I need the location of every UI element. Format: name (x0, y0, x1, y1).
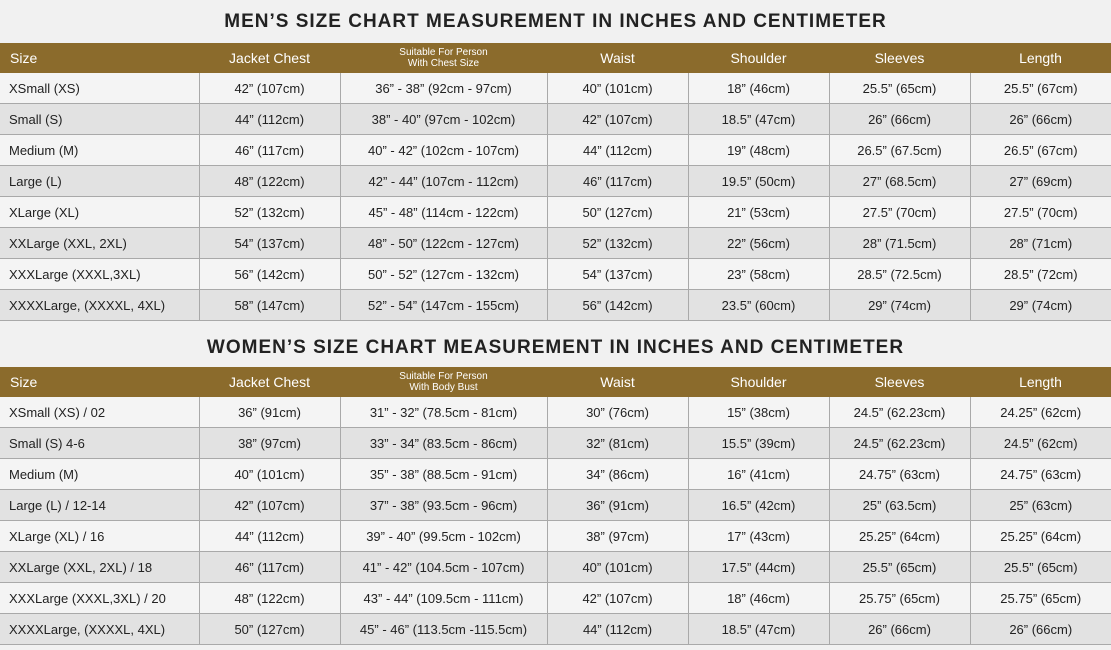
waist-cell: 40” (101cm) (547, 552, 688, 583)
waist-cell: 30” (76cm) (547, 397, 688, 428)
shoulder-cell: 16” (41cm) (688, 459, 829, 490)
jacket-chest-cell: 48” (122cm) (199, 166, 340, 197)
waist-cell: 46” (117cm) (547, 166, 688, 197)
waist-cell: 40” (101cm) (547, 73, 688, 104)
header-suitable-line2: With Body Bust (409, 382, 478, 393)
waist-cell: 36” (91cm) (547, 490, 688, 521)
sleeves-cell: 26.5” (67.5cm) (829, 135, 970, 166)
header-size: Size (0, 367, 199, 397)
suitable-size-cell: 52” - 54” (147cm - 155cm) (340, 290, 547, 321)
size-cell: XSmall (XS) (0, 73, 199, 104)
sleeves-cell: 24.75” (63cm) (829, 459, 970, 490)
sleeves-cell: 25.5” (65cm) (829, 73, 970, 104)
jacket-chest-cell: 40” (101cm) (199, 459, 340, 490)
sleeves-cell: 25.75” (65cm) (829, 583, 970, 614)
table-row (0, 521, 1111, 552)
header-size: Size (0, 43, 199, 73)
suitable-size-cell: 42” - 44” (107cm - 112cm) (340, 166, 547, 197)
header-length: Length (970, 367, 1111, 397)
sleeves-cell: 26” (66cm) (829, 614, 970, 645)
header-suitable-body-bust (340, 367, 547, 397)
jacket-chest-cell: 58” (147cm) (199, 290, 340, 321)
sleeves-cell: 27.5” (70cm) (829, 197, 970, 228)
shoulder-cell: 21” (53cm) (688, 197, 829, 228)
shoulder-cell: 19.5” (50cm) (688, 166, 829, 197)
size-cell: XXLarge (XXL, 2XL) (0, 228, 199, 259)
suitable-size-cell: 41” - 42” (104.5cm - 107cm) (340, 552, 547, 583)
shoulder-cell: 18” (46cm) (688, 583, 829, 614)
size-cell: XXXLarge (XXXL,3XL) / 20 (0, 583, 199, 614)
sleeves-cell: 27” (68.5cm) (829, 166, 970, 197)
sleeves-cell: 28” (71.5cm) (829, 228, 970, 259)
suitable-size-cell: 48” - 50” (122cm - 127cm) (340, 228, 547, 259)
table-row (0, 552, 1111, 583)
shoulder-cell: 18” (46cm) (688, 73, 829, 104)
length-cell: 26.5” (67cm) (970, 135, 1111, 166)
size-cell: XLarge (XL) (0, 197, 199, 228)
size-cell: XXXXLarge, (XXXXL, 4XL) (0, 614, 199, 645)
length-cell: 27” (69cm) (970, 166, 1111, 197)
jacket-chest-cell: 44” (112cm) (199, 104, 340, 135)
length-cell: 24.25” (62cm) (970, 397, 1111, 428)
table-row (0, 197, 1111, 228)
size-cell: XSmall (XS) / 02 (0, 397, 199, 428)
men-size-table (0, 43, 1111, 321)
suitable-size-cell: 33” - 34” (83.5cm - 86cm) (340, 428, 547, 459)
size-cell: Small (S) 4-6 (0, 428, 199, 459)
women-chart-title: WOMEN’S SIZE CHART MEASUREMENT IN INCHES AND CENTIMETER (206, 337, 905, 358)
shoulder-cell: 22” (56cm) (688, 228, 829, 259)
sleeves-cell: 29” (74cm) (829, 290, 970, 321)
sleeves-cell: 28.5” (72.5cm) (829, 259, 970, 290)
jacket-chest-cell: 48” (122cm) (199, 583, 340, 614)
waist-cell: 54” (137cm) (547, 259, 688, 290)
header-suitable-chest-size (340, 43, 547, 73)
shoulder-cell: 15.5” (39cm) (688, 428, 829, 459)
waist-cell: 42” (107cm) (547, 104, 688, 135)
header-sleeves: Sleeves (829, 367, 970, 397)
men-chart-title: MEN’S SIZE CHART MEASUREMENT IN INCHES AND CENTIMETER (224, 11, 887, 32)
table-row (0, 104, 1111, 135)
table-row (0, 166, 1111, 197)
waist-cell: 42” (107cm) (547, 583, 688, 614)
suitable-size-cell: 43” - 44” (109.5cm - 111cm) (340, 583, 547, 614)
length-cell: 26” (66cm) (970, 614, 1111, 645)
shoulder-cell: 23.5” (60cm) (688, 290, 829, 321)
size-cell: XXXLarge (XXXL,3XL) (0, 259, 199, 290)
size-cell: Small (S) (0, 104, 199, 135)
waist-cell: 44” (112cm) (547, 614, 688, 645)
waist-cell: 56” (142cm) (547, 290, 688, 321)
jacket-chest-cell: 38” (97cm) (199, 428, 340, 459)
header-suitable-line2: With Chest Size (407, 58, 480, 69)
length-cell: 25.75” (65cm) (970, 583, 1111, 614)
shoulder-cell: 19” (48cm) (688, 135, 829, 166)
waist-cell: 34” (86cm) (547, 459, 688, 490)
suitable-size-cell: 50” - 52” (127cm - 132cm) (340, 259, 547, 290)
jacket-chest-cell: 56” (142cm) (199, 259, 340, 290)
men-size-chart (0, 0, 1111, 321)
jacket-chest-cell: 46” (117cm) (199, 135, 340, 166)
jacket-chest-cell: 54” (137cm) (199, 228, 340, 259)
table-row (0, 290, 1111, 321)
length-cell: 29” (74cm) (970, 290, 1111, 321)
header-jacket-chest: Jacket Chest (199, 367, 340, 397)
women-header-row (0, 367, 1111, 397)
length-cell: 28.5” (72cm) (970, 259, 1111, 290)
header-shoulder: Shoulder (688, 367, 829, 397)
women-size-table (0, 367, 1111, 645)
jacket-chest-cell: 52” (132cm) (199, 197, 340, 228)
shoulder-cell: 15” (38cm) (688, 397, 829, 428)
jacket-chest-cell: 44” (112cm) (199, 521, 340, 552)
length-cell: 25” (63cm) (970, 490, 1111, 521)
size-cell: Large (L) / 12-14 (0, 490, 199, 521)
suitable-size-cell: 45” - 48” (114cm - 122cm) (340, 197, 547, 228)
size-cell: XLarge (XL) / 16 (0, 521, 199, 552)
size-cell: Medium (M) (0, 135, 199, 166)
sleeves-cell: 24.5” (62.23cm) (829, 428, 970, 459)
header-waist: Waist (547, 367, 688, 397)
length-cell: 26” (66cm) (970, 104, 1111, 135)
header-jacket-chest: Jacket Chest (199, 43, 340, 73)
suitable-size-cell: 35” - 38” (88.5cm - 91cm) (340, 459, 547, 490)
sleeves-cell: 25.25” (64cm) (829, 521, 970, 552)
shoulder-cell: 17” (43cm) (688, 521, 829, 552)
sleeves-cell: 25” (63.5cm) (829, 490, 970, 521)
length-cell: 25.5” (65cm) (970, 552, 1111, 583)
suitable-size-cell: 31” - 32” (78.5cm - 81cm) (340, 397, 547, 428)
suitable-size-cell: 36” - 38” (92cm - 97cm) (340, 73, 547, 104)
suitable-size-cell: 39” - 40” (99.5cm - 102cm) (340, 521, 547, 552)
table-row (0, 73, 1111, 104)
waist-cell: 52” (132cm) (547, 228, 688, 259)
length-cell: 25.5” (67cm) (970, 73, 1111, 104)
table-row (0, 135, 1111, 166)
table-row (0, 397, 1111, 428)
table-row (0, 614, 1111, 645)
sleeves-cell: 24.5” (62.23cm) (829, 397, 970, 428)
length-cell: 27.5” (70cm) (970, 197, 1111, 228)
suitable-size-cell: 38” - 40” (97cm - 102cm) (340, 104, 547, 135)
table-row (0, 228, 1111, 259)
shoulder-cell: 16.5” (42cm) (688, 490, 829, 521)
shoulder-cell: 23” (58cm) (688, 259, 829, 290)
header-sleeves: Sleeves (829, 43, 970, 73)
women-table-body (0, 397, 1111, 645)
jacket-chest-cell: 46” (117cm) (199, 552, 340, 583)
men-header-row (0, 43, 1111, 73)
table-row (0, 583, 1111, 614)
waist-cell: 50” (127cm) (547, 197, 688, 228)
shoulder-cell: 18.5” (47cm) (688, 614, 829, 645)
table-row (0, 428, 1111, 459)
waist-cell: 32” (81cm) (547, 428, 688, 459)
length-cell: 28” (71cm) (970, 228, 1111, 259)
header-suitable-line1: Suitable For Person (399, 371, 488, 382)
size-cell: Large (L) (0, 166, 199, 197)
table-row (0, 259, 1111, 290)
table-row (0, 490, 1111, 521)
table-row (0, 459, 1111, 490)
suitable-size-cell: 37” - 38” (93.5cm - 96cm) (340, 490, 547, 521)
sleeves-cell: 25.5” (65cm) (829, 552, 970, 583)
jacket-chest-cell: 42” (107cm) (199, 73, 340, 104)
suitable-size-cell: 45” - 46” (113.5cm -115.5cm) (340, 614, 547, 645)
jacket-chest-cell: 42” (107cm) (199, 490, 340, 521)
header-shoulder: Shoulder (688, 43, 829, 73)
header-suitable-line1: Suitable For Person (399, 47, 488, 58)
sleeves-cell: 26” (66cm) (829, 104, 970, 135)
size-cell: XXLarge (XXL, 2XL) / 18 (0, 552, 199, 583)
women-size-chart (0, 321, 1111, 645)
men-table-body (0, 73, 1111, 321)
shoulder-cell: 18.5” (47cm) (688, 104, 829, 135)
shoulder-cell: 17.5” (44cm) (688, 552, 829, 583)
suitable-size-cell: 40” - 42” (102cm - 107cm) (340, 135, 547, 166)
jacket-chest-cell: 36” (91cm) (199, 397, 340, 428)
waist-cell: 44” (112cm) (547, 135, 688, 166)
size-cell: Medium (M) (0, 459, 199, 490)
waist-cell: 38” (97cm) (547, 521, 688, 552)
size-cell: XXXXLarge, (XXXXL, 4XL) (0, 290, 199, 321)
length-cell: 24.5” (62cm) (970, 428, 1111, 459)
jacket-chest-cell: 50” (127cm) (199, 614, 340, 645)
header-length: Length (970, 43, 1111, 73)
length-cell: 25.25” (64cm) (970, 521, 1111, 552)
header-waist: Waist (547, 43, 688, 73)
length-cell: 24.75” (63cm) (970, 459, 1111, 490)
